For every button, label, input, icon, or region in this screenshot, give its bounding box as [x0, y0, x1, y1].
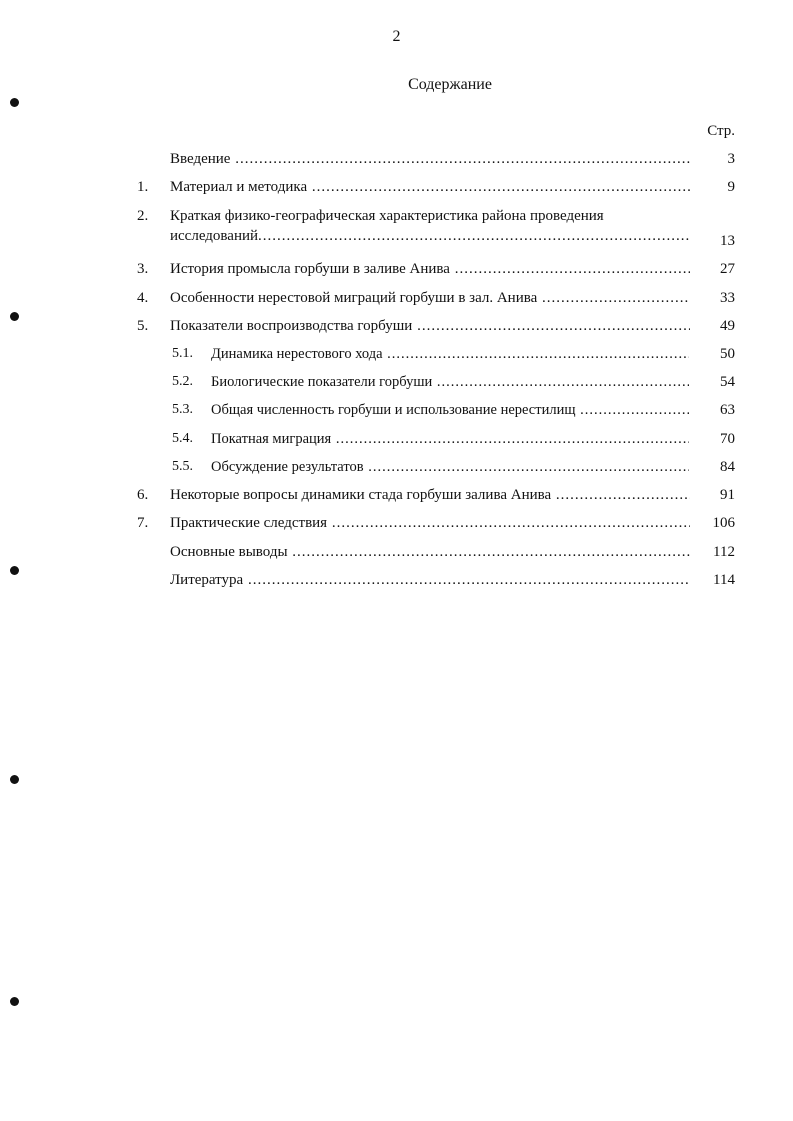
toc-entry[interactable] — [0, 318, 793, 342]
toc-number: 2. — [137, 208, 149, 224]
toc-subentry[interactable] — [0, 431, 793, 455]
toc-entry[interactable] — [0, 572, 793, 596]
toc-subentry[interactable] — [0, 459, 793, 483]
toc-page: 70 — [720, 431, 735, 447]
toc-page: 63 — [720, 402, 735, 418]
punch-hole-mark — [10, 775, 19, 784]
toc-title-line2: исследований ..... — [170, 228, 690, 245]
toc-number: 5. — [137, 318, 149, 334]
toc-page: 114 — [713, 572, 735, 588]
toc-page: 13 — [720, 233, 735, 249]
toc-page: 33 — [720, 290, 735, 306]
toc-page: 9 — [727, 179, 735, 195]
toc-page: 27 — [720, 261, 735, 277]
toc-number: 7. — [137, 515, 149, 531]
toc-entry[interactable] — [0, 487, 793, 511]
toc-title: Показатели воспроизводства горбуши ..... — [170, 318, 690, 335]
toc-page: 50 — [720, 346, 735, 362]
toc-title: Динамика нерестового хода ..... — [211, 346, 689, 363]
toc-title: Основные выводы ..... — [170, 544, 690, 561]
page-title: Содержание — [408, 76, 492, 93]
toc-title: Материал и методика ..... — [170, 179, 690, 196]
toc-title: Биологические показатели горбуши ..... — [211, 374, 689, 391]
toc-page: 106 — [712, 515, 735, 531]
toc-page: 91 — [720, 487, 735, 503]
toc-title: Литература ..... — [170, 572, 690, 589]
page-column-header: Стр. — [707, 123, 735, 139]
toc-number: 5.4. — [172, 431, 193, 446]
toc-number: 4. — [137, 290, 149, 306]
toc-number: 6. — [137, 487, 149, 503]
toc-title-line1: Краткая физико-географическая характеристика района проведения — [170, 208, 604, 224]
punch-hole-mark — [10, 98, 19, 107]
toc-title: Особенности нерестовой миграций горбуши в зал. Анива ..... — [170, 290, 690, 307]
toc-title: Покатная миграция ..... — [211, 431, 689, 448]
toc-number: 3. — [137, 261, 149, 277]
toc-number: 5.2. — [172, 374, 193, 389]
toc-subentry[interactable] — [0, 374, 793, 398]
toc-title: История промысла горбуши в заливе Анива ..... — [170, 261, 690, 278]
toc-entry[interactable] — [0, 290, 793, 314]
toc-entry[interactable] — [0, 151, 793, 175]
toc-entry[interactable] — [0, 261, 793, 285]
toc-page: 112 — [713, 544, 735, 560]
toc-page: 84 — [720, 459, 735, 475]
toc-entry[interactable] — [0, 544, 793, 568]
toc-title: Некоторые вопросы динамики стада горбуши залива Анива ..... — [170, 487, 690, 504]
toc-subentry[interactable] — [0, 402, 793, 426]
toc-number: 1. — [137, 179, 149, 195]
toc-page: 3 — [727, 151, 735, 167]
toc-number: 5.5. — [172, 459, 193, 474]
toc-title: Практические следствия ..... — [170, 515, 690, 532]
toc-title: Общая численность горбуши и использование нерестилищ ..... — [211, 402, 689, 419]
toc-title: Обсуждение результатов ..... — [211, 459, 689, 476]
toc-number: 5.1. — [172, 346, 193, 361]
page-number: 2 — [392, 28, 401, 45]
toc-number: 5.3. — [172, 402, 193, 417]
toc-entry[interactable] — [0, 515, 793, 539]
toc-title: Введение ..... — [170, 151, 690, 168]
punch-hole-mark — [10, 997, 19, 1006]
toc-page: 49 — [720, 318, 735, 334]
toc-subentry[interactable] — [0, 346, 793, 370]
toc-entry[interactable] — [0, 179, 793, 203]
toc-entry[interactable] — [0, 208, 793, 254]
toc-page: 54 — [720, 374, 735, 390]
